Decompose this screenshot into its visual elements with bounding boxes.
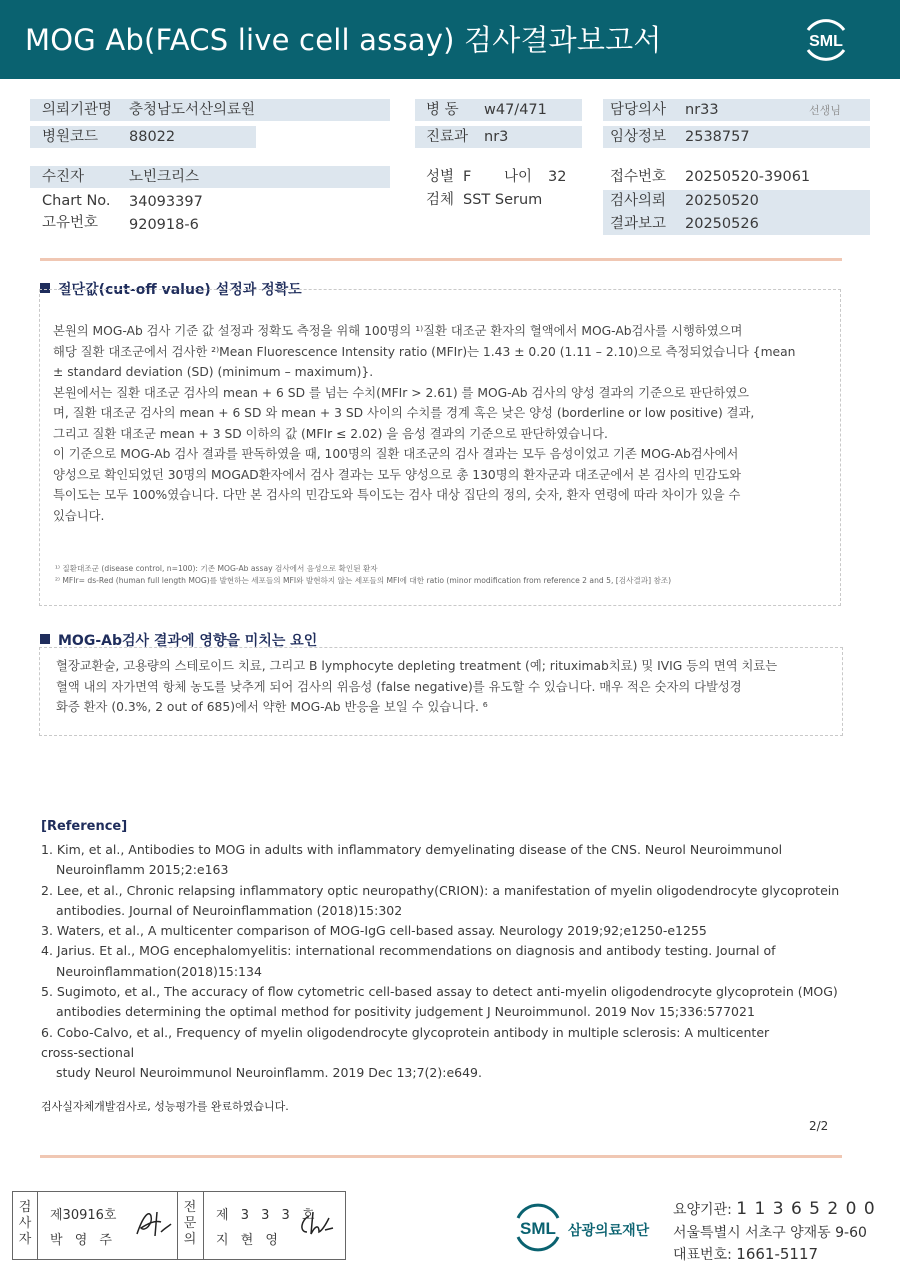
dept-label: 진료과 <box>426 129 469 145</box>
reference-item: antibodies. Journal of Neuroinflammation (2018)15:302 <box>56 902 403 918</box>
age-value: 32 <box>548 169 567 185</box>
unique-value: 920918-6 <box>129 217 199 233</box>
reference-title: [Reference] <box>41 819 128 834</box>
section1-body <box>53 321 795 526</box>
dept-value: nr3 <box>484 129 509 145</box>
doctor-value: nr33 <box>685 102 719 118</box>
section1-line: 며, 질환 대조군 검사의 mean + 6 SD 와 mean + 3 SD 사이의 수치를 경계 혹은 낮은 양성 (borderline or low positive) 결과, <box>53 406 755 420</box>
chart-value: 34093397 <box>129 194 203 210</box>
page-number: 2/2 <box>809 1119 829 1133</box>
section2-title-text: MOG-Ab검사 결과에 영향을 미치는 요인 <box>58 633 318 649</box>
reference-item: antibodies determining the optimal method for positivity judgement J Neuroimmunol. 2019 Nov 15;336:577021 <box>56 1004 755 1020</box>
reference-item: cross-sectional <box>41 1044 135 1060</box>
clinical-value: 2538757 <box>685 129 750 145</box>
technician-label <box>16 1200 34 1248</box>
footnote: ¹⁾ 질환대조군 (disease control, n=100): 기존 MOG-Ab assay 검사에서 음성으로 확인된 환자 <box>55 564 378 573</box>
reference-item: study Neurol Neuroimmunol Neuroinflamm. 2019 Dec 13;7(2):e649. <box>56 1065 482 1081</box>
vertical-divider <box>203 1192 204 1259</box>
code-label: 병원코드 <box>42 129 99 145</box>
clinical-label: 임상정보 <box>610 129 667 145</box>
sex-label: 성별 <box>426 169 455 185</box>
reference-item: 5. Sugimoto, et al., The accuracy of flow cytometric cell-based assay to detect anti-myelin oligodendrocyte glycoprotein (MOG) <box>41 984 838 1000</box>
divider-bottom <box>40 1155 842 1158</box>
label-char: 자 <box>18 1232 32 1247</box>
signature-box <box>12 1191 346 1260</box>
agency-info <box>673 1199 876 1219</box>
label-char: 검 <box>18 1200 32 1215</box>
footnote: ²⁾ MFIr= ds-Red (human full length MOG)를 발현하는 세포들의 MFI와 발현하지 않는 세포들의 MFI에 대한 ratio (minor modification from reference 2 and 5, [검사결과] 참조) <box>55 576 672 585</box>
chart-label: Chart No. <box>42 193 111 209</box>
section1-line: 본원의 MOG-Ab 검사 기준 값 설정과 정확도 측정을 위해 100명의 ¹⁾질환 대조군 환자의 혈액에서 MOG-Ab검사를 시행하였으며 <box>53 324 743 338</box>
patient-label: 수진자 <box>42 169 85 185</box>
section2-line: 화증 환자 (0.3%, 2 out of 685)에서 약한 MOG-Ab 반응을 보일 수 있습니다. ⁶ <box>56 700 488 714</box>
phone-info <box>673 1244 818 1264</box>
specimen-label: 검체 <box>426 192 455 208</box>
vertical-divider <box>37 1192 38 1259</box>
code-value: 88022 <box>129 129 176 145</box>
label-char: 전 <box>183 1200 197 1215</box>
doctor-label: 담당의사 <box>610 102 667 118</box>
receipt-value: 20250520-39061 <box>685 169 811 185</box>
specimen-value: SST Serum <box>463 192 543 208</box>
reference-item: 3. Waters, et al., A multicenter comparison of MOG-IgG cell-based assay. Neurology 2019;92;e1250-e1255 <box>41 923 707 939</box>
reference-item: Neuroinflammation(2018)15:134 <box>56 963 262 979</box>
section1-line: 해당 질환 대조군에서 검사한 ²⁾Mean Fluorescence Intensity ratio (MFIr)는 1.43 ± 0.20 (1.11 – 2.10)으로 측정되었습니다 {mean <box>53 344 796 359</box>
section1-line: 본원에서는 질환 대조군 검사의 mean + 6 SD 를 넘는 수치(MFIr > 2.61) 를 MOG-Ab 검사의 양성 결과의 기준으로 판단하였으 <box>53 385 750 400</box>
section1-line: 양성으로 확인되었던 30명의 MOGAD환자에서 검사 결과는 모두 양성으로 총 130명의 환자군과 대조군에서 본 검사의 민감도와 <box>53 467 741 482</box>
doctor-suffix: 선생님 <box>809 104 841 117</box>
technician-name: 박 영 주 <box>50 1233 116 1248</box>
reference-item: Neuroinflamm 2015;2:e163 <box>56 862 229 878</box>
vertical-divider <box>177 1192 178 1259</box>
reference-item: 6. Cobo-Calvo, et al., Frequency of myelin oligodendrocyte glycoprotein antibody in multiple sclerosis: A multicenter <box>41 1024 770 1040</box>
request-label: 검사의뢰 <box>610 193 667 209</box>
sml-footer-logo-icon <box>512 1201 662 1253</box>
logo-text: SML <box>809 33 843 50</box>
section1-footnotes <box>55 563 671 587</box>
ward-label: 병 동 <box>426 102 459 118</box>
inst-value: 충청남도서산의료원 <box>129 102 256 118</box>
receipt-label: 접수번호 <box>610 169 667 185</box>
section2-body <box>56 656 777 718</box>
report-title: MOG Ab(FACS live cell assay) 검사결과보고서 <box>25 23 662 57</box>
divider-top <box>40 258 842 261</box>
report-label: 결과보고 <box>610 216 667 232</box>
section1-line: 이 기준으로 MOG-Ab 검사 결과를 판독하였을 때, 100명의 질환 대조군의 검사 결과는 모두 음성이었고 기존 MOG-Ab검사에서 <box>53 447 739 461</box>
reference-item: 4. Jarius. Et al., MOG encephalomyelitis: international recommendations on diagnosis and antibody testing. Journal of <box>41 943 776 959</box>
patient-value: 노빈크리스 <box>129 169 200 185</box>
section2-line: 혈액 내의 자가면역 항체 농도를 낮추게 되어 검사의 위음성 (false negative)를 유도할 수 있습니다. 매우 적은 숫자의 다발성경 <box>56 679 742 694</box>
request-value: 20250520 <box>685 193 759 209</box>
agency-value: 1 1 3 6 5 2 0 0 <box>736 1199 876 1219</box>
section1-line: 특이도는 모두 100%였습니다. 다만 본 검사의 민감도와 특이도는 검사 대상 집단의 정의, 숫자, 환자 연령에 따라 차이가 있을 수 <box>53 488 741 502</box>
section1-line: 그리고 질환 대조군 mean + 3 SD 이하의 값 (MFIr ≤ 2.02) 을 음성 결과의 기준으로 판단하였습니다. <box>53 426 608 441</box>
ward-value: w47/471 <box>484 102 547 118</box>
inst-label: 의뢰기관명 <box>42 102 113 118</box>
sml-logo-icon <box>800 14 852 66</box>
validation-note: 검사실자체개발검사로, 성능평가를 완료하였습니다. <box>41 1100 289 1113</box>
phone-value: 1661-5117 <box>736 1245 819 1263</box>
section1-line: 있습니다. <box>53 508 105 523</box>
agency-label: 요양기관: <box>673 1202 732 1218</box>
reference-item: 2. Lee, et al., Chronic relapsing inflammatory optic neuropathy(CRION): a manifestation of myelin oligodendrocyte glycoprotein <box>41 882 840 898</box>
square-bullet-icon <box>40 634 50 644</box>
sex-value: F <box>463 169 472 185</box>
specialist-number: 제 3 3 3 호 <box>216 1208 319 1223</box>
footer-logo-text: SML <box>520 1219 556 1238</box>
label-char: 사 <box>18 1216 32 1231</box>
reference-list <box>41 840 839 1084</box>
phone-label: 대표번호: <box>673 1247 732 1263</box>
specialist-name: 지 현 영 <box>216 1233 282 1248</box>
section2-line: 혈장교환술, 고용량의 스테로이드 치료, 그리고 B lymphocyte depleting treatment (예; rituximab치료) 및 IVIG 등의 면역 치료는 <box>56 659 778 673</box>
unique-label: 고유번호 <box>42 215 99 231</box>
label-char: 문 <box>183 1216 197 1231</box>
section1-title-text: 절단값(cut-off value) 설정과 정확도 <box>58 282 302 298</box>
report-value: 20250526 <box>685 216 759 232</box>
specialist-signature-icon <box>295 1208 339 1242</box>
technician-number: 제30916호 <box>50 1208 117 1223</box>
label-char: 의 <box>183 1232 197 1247</box>
specialist-label <box>181 1200 199 1248</box>
age-label: 나이 <box>504 169 533 185</box>
address: 서울특별시 서초구 양재동 9-60 <box>673 1225 867 1241</box>
technician-signature-icon <box>131 1206 175 1242</box>
footer-logo <box>512 1201 662 1257</box>
foundation-name: 삼광의료재단 <box>568 1223 650 1239</box>
section1-line: ± standard deviation (SD) (minimum – maximum)}. <box>53 365 374 379</box>
reference-item: 1. Kim, et al., Antibodies to MOG in adults with inflammatory demyelinating disease of the CNS. Neurol Neuroimmunol <box>41 842 783 857</box>
